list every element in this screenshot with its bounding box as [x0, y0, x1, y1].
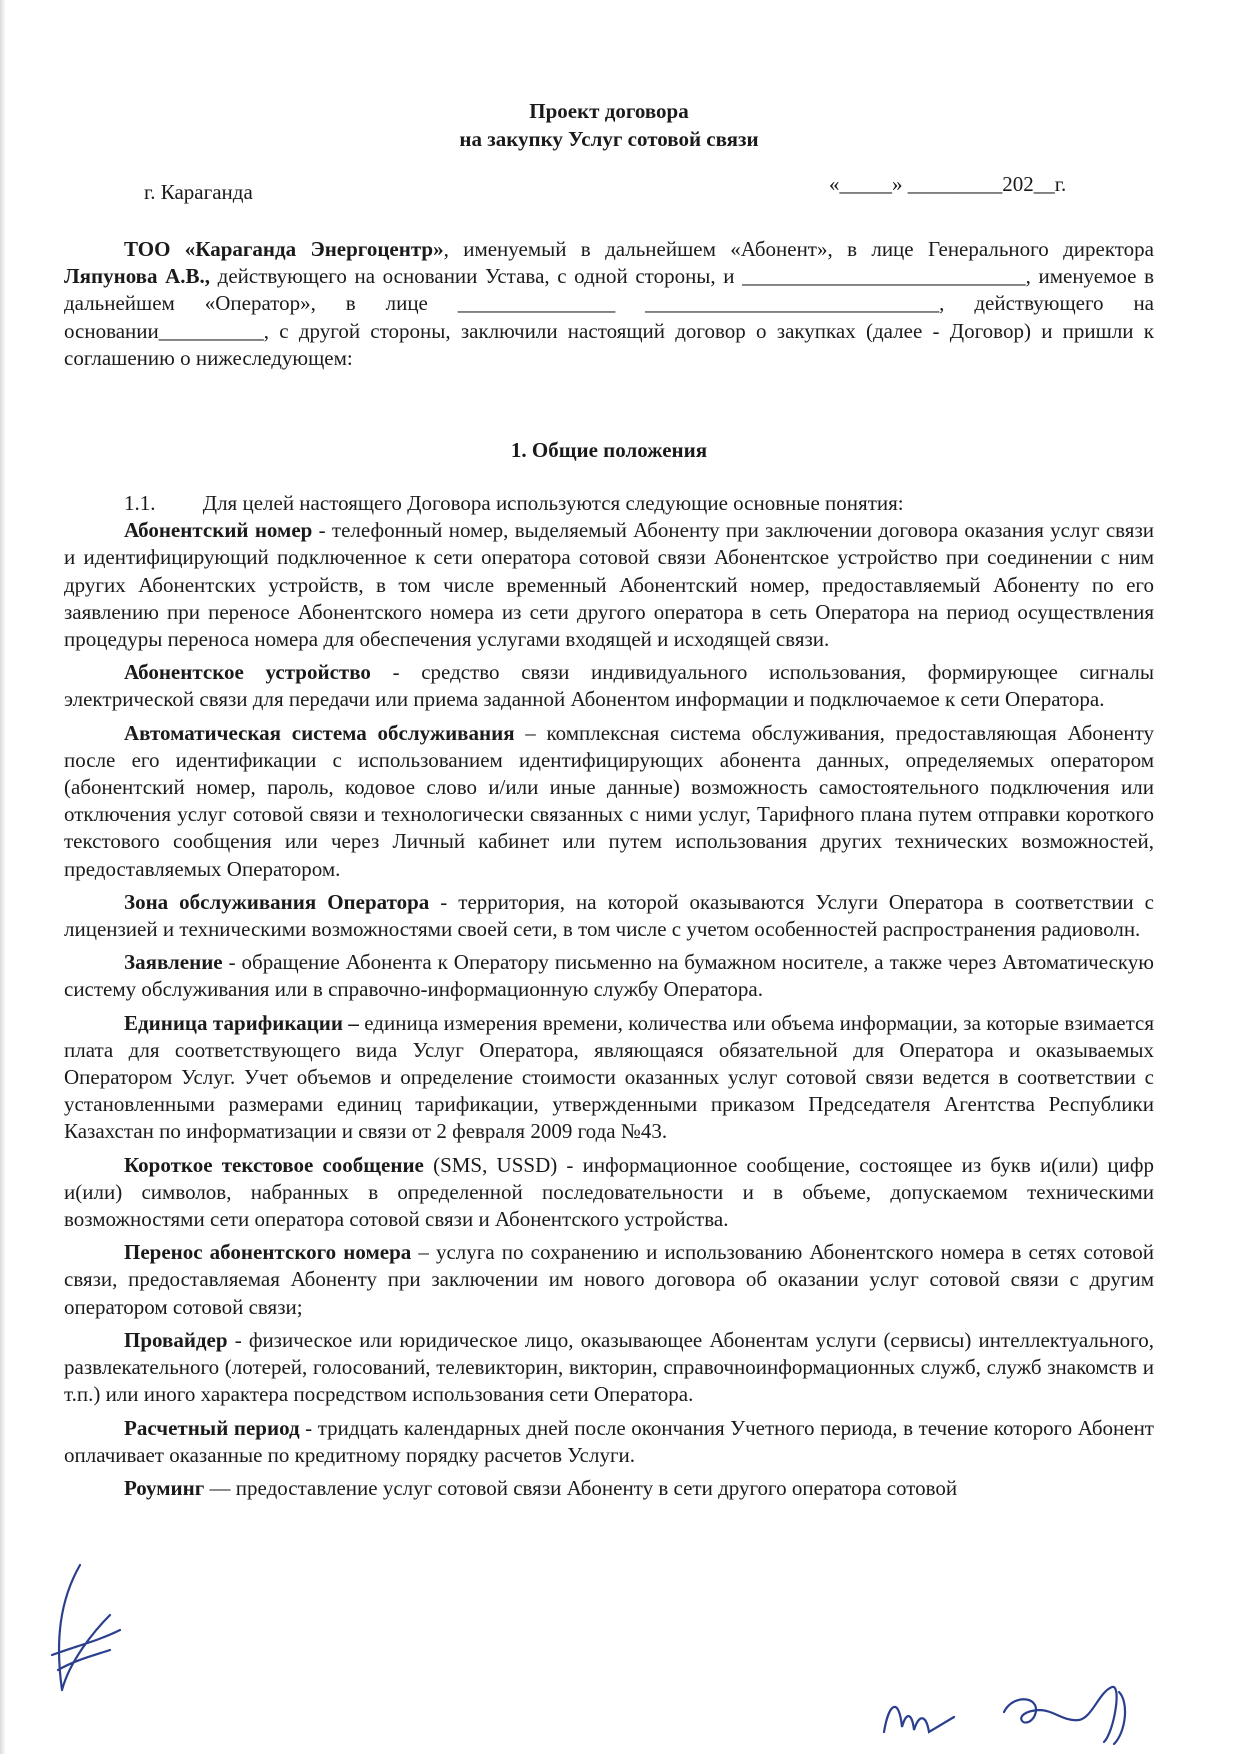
definition-text: (SMS, USSD) - информационное сообщение, состоящее из букв и(или) цифр и(или) символов, набранных в определенной последовательности и в объеме, допускаемом техническими возможностями сети оператора сотовой связи и Абонентского устройства.: [64, 1152, 1154, 1232]
definition-term: Автоматическая система обслуживания: [124, 720, 515, 745]
definition-text: - телефонный номер, выделяемый Абоненту при заключении договора оказания услуг связи и идентифицирующий подключенное к сети оператора сотовой связи Абонентское устройство при соединении с ним других Абонентских устройств, в том числе временный Абонентский номер, предоставляемый Абоненту по его заявлению при переносе Абонентского номера из сети другого оператора в сеть Оператора на период осуществления процедуры переноса номера для обеспечения услугами входящей и исходящей связи.: [64, 518, 1155, 652]
definition-item: [64, 517, 1154, 653]
definition-item: [64, 1415, 1154, 1469]
definition-item: [64, 889, 1154, 943]
scan-edge: [0, 0, 6, 1754]
definition-item: [64, 1475, 1154, 1502]
definition-text: - средство связи индивидуального использования, формирующее сигналы электрической связи для передачи или приема заданной Абонентом информации и подключаемое к сети Оператора.: [64, 660, 1154, 712]
definition-term: Роуминг: [124, 1475, 205, 1500]
definition-item: [64, 720, 1154, 883]
definition-text: единица измерения времени, количества или объема информации, за которые взимается плата для соответствующего вида Услуг Оператора, являющаяся обязательной для Оператора и оказываемых Оператором Услуг. Учет объемов и определение стоимости оказанных услуг сотовой связи ведется в соответствии с установленными размерами единиц тарификации, утвержденными приказом Председателя Агентства Республики Казахстан по информатизации и связи от 2 февраля 2009 года №43.: [64, 1010, 1155, 1144]
definition-term: Расчетный период: [124, 1415, 300, 1440]
intro-text-1: , именуемый в дальнейшем «Абонент», в лице Генерального директора: [443, 237, 1154, 261]
definition-item: [64, 1010, 1154, 1146]
definitions-block: [64, 490, 1154, 1502]
definition-item: [64, 659, 1154, 713]
section-1-heading: 1. Общие положения: [510, 438, 708, 462]
definition-text: — предоставление услуг сотовой связи Абоненту в сети другого оператора сотовой: [204, 1475, 958, 1500]
definition-item: [64, 1152, 1154, 1234]
city: г. Караганда: [144, 180, 253, 204]
definition-item: [64, 949, 1154, 1003]
title-line-1: Проект договора: [529, 99, 689, 123]
definition-term: Единица тарификации –: [124, 1010, 359, 1035]
definition-text: – комплексная система обслуживания, предоставляющая Абоненту после его идентификации с использованием идентифицирующих абонента данных, определяемых оператором (абонентский номер, пароль, кодовое слово и/или иные данные) возможность самостоятельного подключения или отключения услуг сотовой связи и технологически связанных с ними услуг, Тарифного плана путем отправки короткого текстового сообщения или через Личный кабинет или путем использования других технических возможностей, предоставляемых Оператором.: [64, 720, 1154, 881]
definition-term: Абонентский номер: [124, 518, 313, 543]
footer-signatures: [864, 1672, 1154, 1752]
clause-text: Для целей настоящего Договора используются следующие основные понятия:: [202, 491, 904, 515]
margin-signature: [40, 1560, 130, 1700]
definitions-list: [64, 517, 1154, 1502]
intro-paragraph: [64, 236, 1154, 372]
definition-text: - физическое или юридическое лицо, оказывающее Абонентам услуги (сервисы) интеллектуального, развлекательного (лотерей, голосований, телевикторин, викторин, справочноинформационных служб, служб знакомств и т.п.) или иного характера посредством использования сети Оператора.: [64, 1327, 1154, 1407]
title-line-2: на закупку Услуг сотовой связи: [459, 127, 759, 151]
definition-term: Провайдер: [124, 1327, 228, 1352]
definition-term: Зона обслуживания Оператора: [124, 889, 430, 914]
clause-1-1: [64, 490, 1154, 517]
definition-term: Короткое текстовое сообщение: [124, 1152, 424, 1177]
intro-text-2: действующего на основании Устава, с одной стороны, и ___________________________, именуемое в дальнейшем «Оператор», в лице _______________ ____________________________, действующего на основании__________, с другой стороны, заключили настоящий договор о закупках (далее - Договор) и пришли к соглашению о нижеследующем:: [64, 264, 1154, 370]
definition-text: - обращение Абонента к Оператору письменно на бумажном носителе, а также через Автоматическую систему обслуживания или в справочно-информационную службу Оператора.: [64, 950, 1154, 1002]
definition-text: – услуга по сохранению и использованию Абонентского номера в сетях сотовой связи, предоставляемая Абоненту при заключении им нового договора об оказании услуг сотовой связи с другим оператором сотовой связи;: [64, 1240, 1154, 1319]
definition-item: [64, 1327, 1154, 1409]
definition-item: [64, 1239, 1154, 1321]
director-name: Ляпунова А.В.,: [64, 264, 211, 289]
definition-term: Заявление: [124, 950, 223, 975]
definition-term: Перенос абонентского номера: [124, 1240, 412, 1265]
definition-term: Абонентское устройство: [124, 660, 371, 685]
definition-text: - тридцать календарных дней после окончания Учетного периода, в течение которого Абонент оплачивает оказанные по кредитному порядку расчетов Услуги.: [64, 1415, 1154, 1467]
definition-text: - территория, на которой оказываются Услуги Оператора в соответствии с лицензией и техническими возможностями своей сети, в том числе с учетом особенностей распространения радиоволн.: [64, 889, 1154, 942]
org-name: ТОО «Караганда Энергоцентр»: [124, 237, 444, 261]
clause-number: 1.1.: [124, 491, 156, 515]
contract-date: «_____» _________202__г.: [829, 172, 1067, 196]
